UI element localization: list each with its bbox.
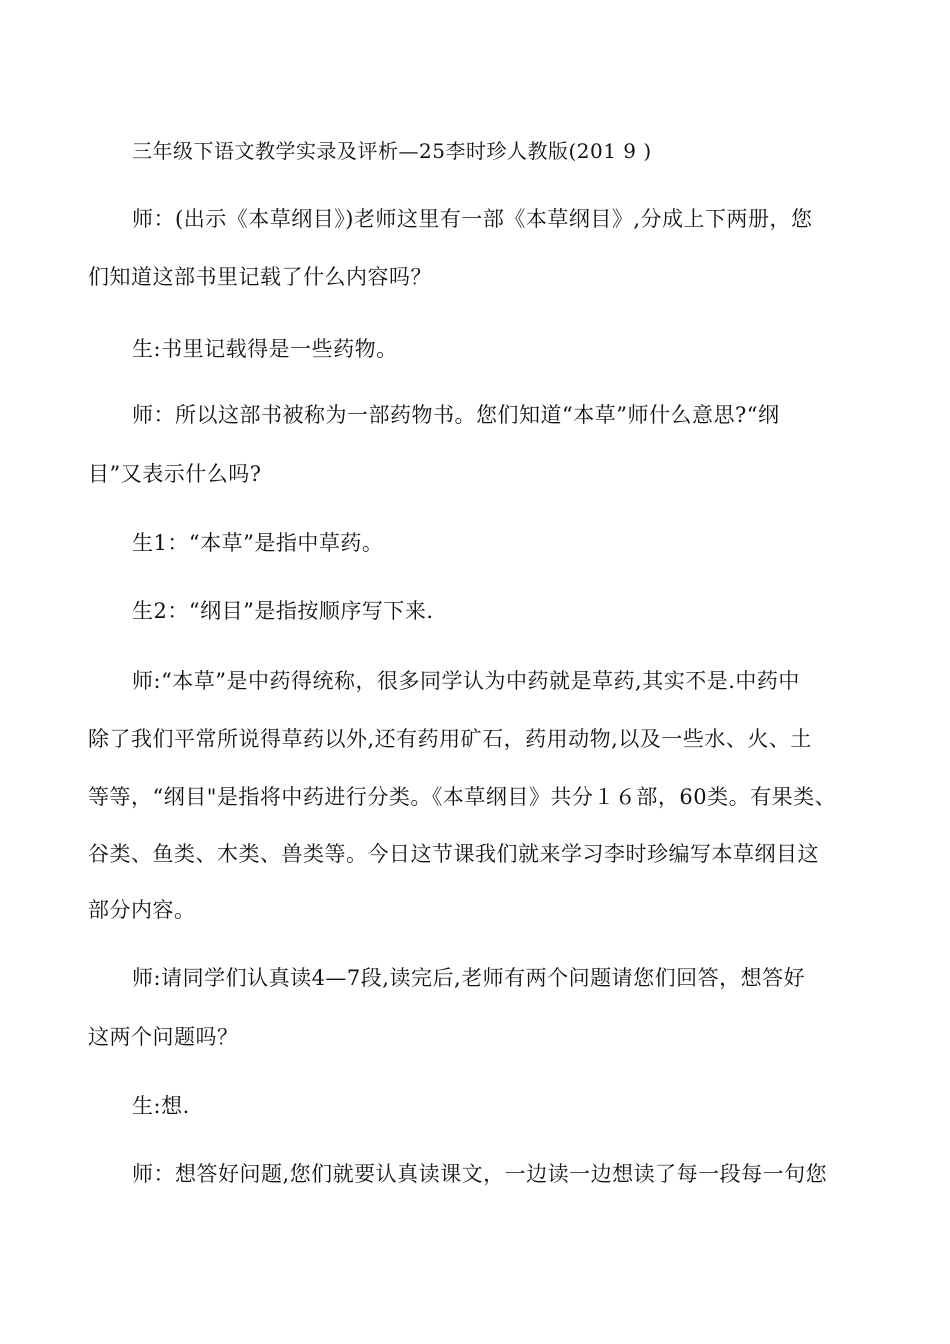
paragraph-line: 生:想. xyxy=(132,1094,190,1118)
paragraph-line: 这两个问题吗？ xyxy=(88,1025,239,1049)
paragraph-line: 生2：“纲目”是指按顺序写下来. xyxy=(132,599,434,623)
paragraph-line: 等等，“纲目"是指将中药进行分类。《本草纲目》共分１６部，60类。有果类、 xyxy=(88,785,837,809)
paragraph-line: 师:“本草”是中药得统称，很多同学认为中药就是草药,其实不是.中药中 xyxy=(132,669,800,693)
paragraph-line: 们知道这部书里记载了什么内容吗？ xyxy=(88,265,432,289)
paragraph-line: 师：(出示《本草纲目》)老师这里有一部《本草纲目》,分成上下两册，您 xyxy=(132,207,813,231)
paragraph-line: 除了我们平常所说得草药以外,还有药用矿石，药用动物,以及一些水、火、土 xyxy=(88,727,812,751)
paragraph-line: 师:请同学们认真读4—7段,读完后,老师有两个问题请您们回答，想答好 xyxy=(132,966,806,990)
paragraph-line: 谷类、鱼类、木类、兽类等。今日这节课我们就来学习李时珍编写本草纲目这 xyxy=(88,842,819,866)
paragraph-line: 目”又表示什么吗? xyxy=(88,462,262,486)
paragraph-line: 师：想答好问题,您们就要认真读课文，一边读一边想读了每一段每一句您 xyxy=(132,1162,828,1186)
paragraph-line: 部分内容。 xyxy=(88,898,196,922)
paragraph-line: 师：所以这部书被称为一部药物书。您们知道“本草”师什么意思?“纲 xyxy=(132,403,780,427)
document-title: 三年级下语文教学实录及评析—25李时珍人教版(201 9 ) xyxy=(132,139,652,163)
paragraph-line: 生1：“本草”是指中草药。 xyxy=(132,531,384,555)
paragraph-line: 生:书里记载得是一些药物。 xyxy=(132,337,398,361)
